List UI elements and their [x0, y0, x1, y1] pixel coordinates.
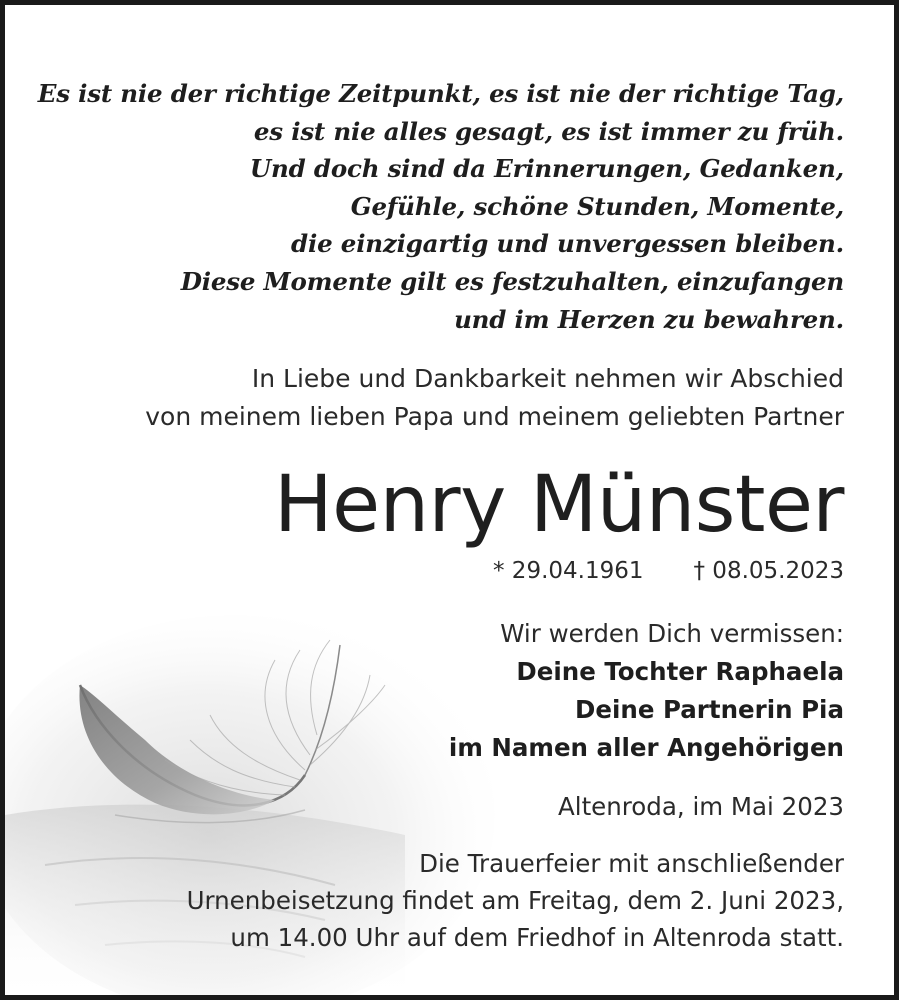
- life-dates: [493, 551, 844, 591]
- ceremony-line: Urnenbeisetzung findet am Freitag, dem 2. Juni 2023,: [186, 886, 844, 915]
- poem-line: und im Herzen zu bewahren.: [454, 304, 844, 334]
- farewell-intro: [145, 360, 844, 436]
- signatory-name: im Namen aller Angehörigen: [448, 733, 844, 762]
- poem: [38, 75, 844, 338]
- signatories: [449, 615, 844, 767]
- poem-line: Gefühle, schöne Stunden, Momente,: [350, 191, 844, 221]
- ceremony-info: [187, 845, 844, 956]
- ceremony-line: Die Trauerfeier mit anschließender: [419, 849, 844, 878]
- birth-date: * 29.04.1961: [493, 558, 644, 584]
- poem-line: es ist nie alles gesagt, es ist immer zu früh.: [253, 116, 844, 146]
- place-date: Altenroda, im Mai 2023: [558, 792, 844, 821]
- intro-line: In Liebe und Dankbarkeit nehmen wir Abschied: [251, 364, 844, 393]
- poem-line: Es ist nie der richtige Zeitpunkt, es ist nie der richtige Tag,: [37, 79, 844, 108]
- death-date: † 08.05.2023: [693, 558, 844, 584]
- signatory-name: Deine Partnerin Pia: [575, 695, 844, 724]
- poem-line: Und doch sind da Erinnerungen, Gedanken,: [249, 154, 844, 184]
- signatory-name: Deine Tochter Raphaela: [516, 657, 844, 686]
- poem-line: die einzigartig und unvergessen bleiben.: [291, 229, 844, 259]
- intro-line: von meinem lieben Papa und meinem geliebten Partner: [145, 402, 844, 431]
- poem-line: Diese Momente gilt es festzuhalten, einzufangen: [180, 266, 844, 296]
- ceremony-line: um 14.00 Uhr auf dem Friedhof in Altenroda statt.: [230, 923, 844, 952]
- deceased-name: Henry Münster: [273, 460, 844, 550]
- signatories-intro: Wir werden Dich vermissen:: [500, 619, 844, 648]
